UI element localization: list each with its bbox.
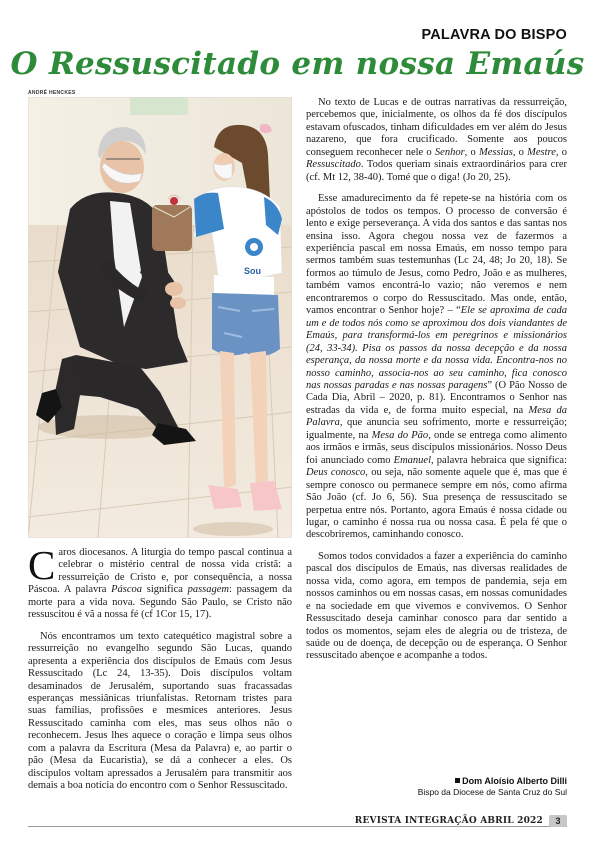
footer-rule [28,826,567,827]
photo-credit: ANDRÉ HENCKES [28,90,76,96]
signature-block [418,776,567,797]
author-role: Bispo da Diocese de Santa Cruz do Sul [417,787,567,797]
left-column [28,542,293,802]
body-paragraph: No texto de Lucas e de outras narrativas da ressurreição, percebemos que, inicialmente, os olhos da fé dos discípulos estavam ofuscados, tinham dificuldades em ver além do Jesus nazareno, que fora crucificado. Somente aos poucos conseguem reconhecer nele o Senhor, o Messias, o Mestre, o Ressuscitado. Todos queriam sinais extraordinários para crer (cf. Mt 12, 38-40). Tomé que o diga! (Jo 20, 25). [306,97,567,183]
author-name: Dom Aloísio Alberto Dilli [418,776,567,786]
article-photo [28,97,292,538]
page-number: 3 [549,815,567,827]
drop-cap: C [28,542,56,588]
article-title: O Ressuscitado em nossa Emaús [10,46,585,82]
shirt-text-line1: Sou [244,266,261,276]
footer-publication: REVISTA INTEGRAÇÃO ABRIL 2022 [354,816,543,826]
body-paragraph: Somos todos convidados a fazer a experiência do caminho pascal dos discípulos de Emaús, nas diversas realidades de nossa vida, como agora, em tempos de pandemia, seja em nossos caminhos ou em nossas casas, em nossas comunidades e na sociedade em que vivemos e convivemos. O Senhor Ressuscitado deseja caminhar conosco para dar sentido a todos os momentos, sejam eles de alegria ou de tristeza, de saúde ou de doença, de decepção ou de esperança. O Senhor ressuscitado abençoe e acompanhe a todos. [306,550,567,662]
section-label: PALAVRA DO BISPO [421,27,567,43]
body-paragraph: Nós encontramos um texto catequético magistral sobre a ressurreição no evangelho segundo São Lucas, quando apresenta a experiência dos discípulos de Emaús com Jesus Ressuscitado (Lc 24, 13-35). Dois discípulos voltam desaminados de Jerusalém, suportando suas fracassadas esperanças messiânicas triunfalistas. Retornam tristes para suas famílias, profissões e mesmices anteriores. Jesus Ressuscitado caminha com eles, mas seus olhos não o reconhecem. Jesus lhes aquece o coração e limpa seus olhos com a palavra da Escritura (Mesa da Palavra) e, ao partir o pão (Mesa da Eucaristia), se dá a conhecer a eles. Os discípulos voltam apressados a Jerusalém para transmitir aos demais a boa notícia do encontro com o Senhor Ressuscitado. [28,630,292,792]
intro-paragraph: Caros diocesanos. A liturgia do tempo pascal continua a celebrar o mistério central de nossa vida cristã: a ressurreição de Cristo e, por consequência, a nossa Páscoa. A palavra Páscoa significa passagem: passagem da morte para a vida nova. Segundo São Paulo, se Cristo não ressuscitou é vã a nossa fé (cf 1Cor 15, 17). [28,542,293,621]
right-column [306,97,567,672]
body-paragraph: Esse amadurecimento da fé repete-se na história com os apóstolos de todos os tempos. O processo de conversão é lento e exige perseverança. A vida dos santos e das santas nos ensina isso. Agora chegou nossa vez de fazermos a experiência pascal em nossa Emaús, em nosso tempo para sermos também suas testemunhas (Lc 24, 48; Jo 20, 18). Se formos ao túmulo de Jesus, como Pedro, João e as mulheres, também vamos encontrá-lo vazio; não veremos e nem encontraremos o corpo do Ressuscitado. Mas onde, então, vamos encontrar o Senhor hoje? – “Ele se aproxima de cada um e de todos nós como se aproximou dos dois viandantes de Emaús, para transformá-los em peregrinos e missionários (24, 33-34). Pisa os passos da nossa decepção e da nossa esperança, da nossa morte e da nossa vida. Encontra-nos no nosso caminho, associa-nos ao seu caminho, fica conosco nas nossas paradas e nas nossas paragens” (O Pão Nosso de Cada Dia, Abril – 2020, p. 81). Encontramos o Senhor nas estradas da vida e, de forma muito especial, na Mesa da Palavra, que anuncia seu sofrimento, morte e ressurreição; igualmente, na Mesa do Pão, onde se entrega como alimento aos irmãos e irmãs, seus discípulos missionários. Nosso Deus foi anunciado como Emanuel, palavra hebraica que significa: Deus conosco, ou seja, não somente aquele que é, mas que é sempre conosco ou permanece sempre em nós, como afirma São João (cf. Jo 6, 56). Sua presença de ressuscitado se perpetua entre nós. Portanto, agora Emaús é nossa cidade ou lugar, o caminho é nossa rua ou nossa casa. É pela fé que o descobriremos, caminhando conosco. [306,193,568,541]
